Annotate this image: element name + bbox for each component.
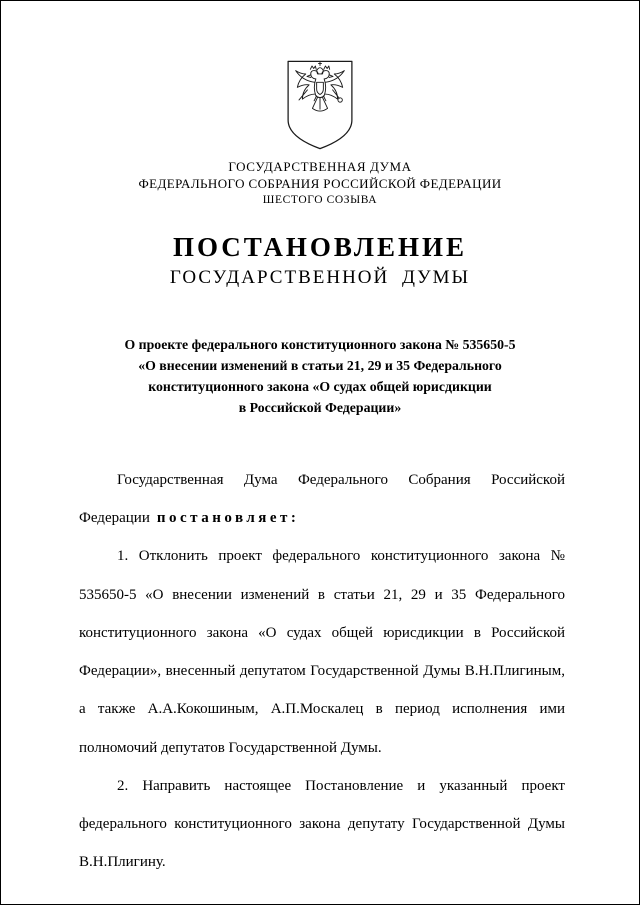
subject-line-2: «О внесении изменений в статьи 21, 29 и 35 Федерального bbox=[138, 357, 502, 373]
subject-line-3: конституционного закона «О судах общей юрисдикции bbox=[148, 378, 492, 394]
organization-header bbox=[1, 159, 639, 208]
subject-line-1: О проекте федерального конституционного закона № 535650-5 bbox=[124, 336, 516, 352]
org-convocation-line: ШЕСТОГО СОЗЫВА bbox=[262, 194, 378, 207]
intro-emphasis: постановляет: bbox=[156, 510, 300, 527]
intro-text: Государственная Дума Федерального Собрания Российской Федерации bbox=[79, 471, 565, 527]
document-body bbox=[1, 461, 639, 882]
russian-coat-of-arms-icon bbox=[281, 57, 359, 153]
subject-block bbox=[85, 335, 555, 419]
subject-line-4: в Российской Федерации» bbox=[238, 399, 402, 415]
document-title: ПОСТАНОВЛЕНИЕ bbox=[172, 231, 468, 262]
paragraph-item-2: 2. Направить настоящее Постановление и указанный проект федерального конституционного закона депутату Государственной Думы В.Н.Плигину. bbox=[79, 777, 565, 871]
document-subtitle: ГОСУДАРСТВЕННОЙ ДУМЫ bbox=[169, 266, 471, 288]
intro-paragraph bbox=[79, 461, 565, 538]
org-name-line: ГОСУДАРСТВЕННАЯ ДУМА bbox=[228, 159, 412, 174]
paragraph-item-1: 1. Отклонить проект федерального конституционного закона № 535650-5 «О внесении изменений в статьи 21, 29 и 35 Федерального конституционного закона «О судах общей юрисдикции в Российской Федерации», внесенный депутатом Государственной Думы В.Н.Плигиным, а также А.А.Кокошиным, А.П.Москалец в период исполнения ими полномочий депутатов Государственной Думы. bbox=[79, 548, 565, 756]
org-assembly-line: ФЕДЕРАЛЬНОГО СОБРАНИЯ РОССИЙСКОЙ ФЕДЕРАЦИИ bbox=[138, 175, 502, 191]
